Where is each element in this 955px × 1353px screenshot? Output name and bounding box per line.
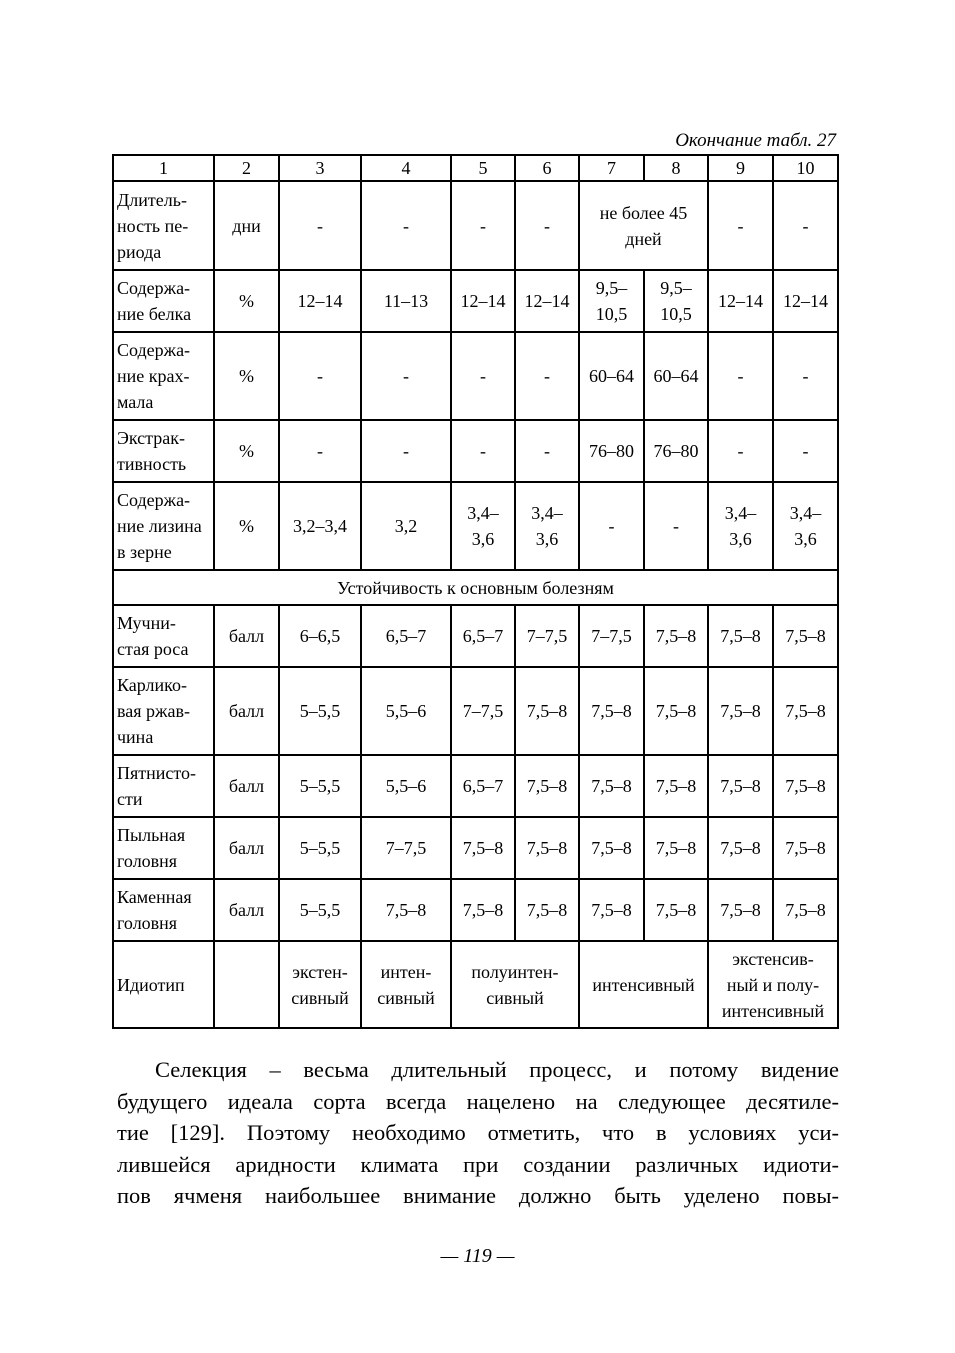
value-cell: 7,5–8 (451, 879, 515, 941)
value-cell: 7,5–8 (579, 817, 644, 879)
value-cell: - (773, 181, 838, 270)
value-cell: 7,5–8 (515, 667, 579, 755)
value-cell: 12–14 (451, 270, 515, 332)
value-cell: 12–14 (279, 270, 361, 332)
table-row (113, 181, 838, 270)
section-title: Устойчивость к основным болезням (113, 570, 838, 605)
value-cell: не более 45 дней (579, 181, 708, 270)
value-cell: 7,5–8 (644, 667, 708, 755)
table-row (113, 667, 838, 755)
value-cell: 5,5–6 (361, 667, 451, 755)
value-cell: 7,5–8 (773, 605, 838, 667)
row-label: Длитель- ность пе- риода (113, 181, 214, 270)
unit-cell: % (214, 420, 279, 482)
value-cell: 9,5– 10,5 (644, 270, 708, 332)
value-cell: 3,2–3,4 (279, 482, 361, 570)
table-row (113, 755, 838, 817)
value-cell: 7,5–8 (644, 755, 708, 817)
unit-cell: % (214, 270, 279, 332)
value-cell: 7,5–8 (579, 879, 644, 941)
row-label: Каменная головня (113, 879, 214, 941)
value-cell: 12–14 (773, 270, 838, 332)
value-cell: 7,5–8 (515, 755, 579, 817)
value-cell: - (644, 482, 708, 570)
value-cell: 7,5–8 (644, 605, 708, 667)
value-cell: 7,5–8 (773, 667, 838, 755)
value-cell: экстен- сивный (279, 941, 361, 1028)
value-cell: полуинтен- сивный (451, 941, 579, 1028)
value-cell: 60–64 (644, 332, 708, 420)
value-cell: 7,5–8 (708, 755, 773, 817)
unit-cell: балл (214, 755, 279, 817)
header-row (113, 155, 838, 181)
value-cell: 7,5–8 (515, 817, 579, 879)
table-row (113, 482, 838, 570)
value-cell: - (515, 420, 579, 482)
value-cell: 3,4– 3,6 (773, 482, 838, 570)
header-cell: 8 (644, 155, 708, 181)
unit-cell: дни (214, 181, 279, 270)
paragraph-line: будущего идеала сорта всегда нацелено на следующее десятиле- (117, 1088, 839, 1114)
row-label: Содержа- ние белка (113, 270, 214, 332)
value-cell: 7,5–8 (361, 879, 451, 941)
table-row (113, 941, 838, 1028)
header-cell: 4 (361, 155, 451, 181)
unit-cell: % (214, 482, 279, 570)
value-cell: - (361, 332, 451, 420)
value-cell: - (579, 482, 644, 570)
value-cell: - (361, 420, 451, 482)
value-cell: интенсивный (579, 941, 708, 1028)
value-cell: 7,5–8 (773, 755, 838, 817)
value-cell: - (515, 332, 579, 420)
value-cell: 7,5–8 (708, 605, 773, 667)
value-cell: - (279, 420, 361, 482)
value-cell: - (451, 420, 515, 482)
value-cell: экстенсив- ный и полу- интенсивный (708, 941, 838, 1028)
value-cell: 3,2 (361, 482, 451, 570)
value-cell: 7,5–8 (773, 879, 838, 941)
value-cell: 7,5–8 (708, 817, 773, 879)
paragraph-line: тие [129]. Поэтому необходимо отметить, что в условиях уси- (117, 1120, 839, 1145)
header-cell: 2 (214, 155, 279, 181)
header-cell: 10 (773, 155, 838, 181)
row-label: Содержа- ние крах- мала (113, 332, 214, 420)
value-cell: - (515, 181, 579, 270)
value-cell: интен- сивный (361, 941, 451, 1028)
unit-cell: балл (214, 667, 279, 755)
value-cell: 5–5,5 (279, 667, 361, 755)
value-cell: 3,4– 3,6 (708, 482, 773, 570)
value-cell: - (708, 181, 773, 270)
table-row (113, 605, 838, 667)
row-label: Пятнисто- сти (113, 755, 214, 817)
value-cell: 7–7,5 (515, 605, 579, 667)
value-cell: - (451, 181, 515, 270)
value-cell: 3,4– 3,6 (515, 482, 579, 570)
value-cell: - (361, 181, 451, 270)
value-cell: - (279, 332, 361, 420)
header-cell: 9 (708, 155, 773, 181)
value-cell: 76–80 (579, 420, 644, 482)
value-cell: 7,5–8 (515, 879, 579, 941)
header-cell: 3 (279, 155, 361, 181)
value-cell: - (773, 332, 838, 420)
table-caption: Окончание табл. 27 (675, 130, 836, 151)
value-cell: 7–7,5 (451, 667, 515, 755)
value-cell: - (708, 332, 773, 420)
value-cell: - (279, 181, 361, 270)
value-cell: 7–7,5 (361, 817, 451, 879)
row-label: Пыльная головня (113, 817, 214, 879)
section-row (113, 570, 838, 605)
table-row (113, 879, 838, 941)
value-cell: 11–13 (361, 270, 451, 332)
value-cell: 7–7,5 (579, 605, 644, 667)
value-cell: 7,5–8 (644, 879, 708, 941)
value-cell: 12–14 (515, 270, 579, 332)
value-cell: 12–14 (708, 270, 773, 332)
value-cell: 76–80 (644, 420, 708, 482)
value-cell: 9,5– 10,5 (579, 270, 644, 332)
unit-cell: % (214, 332, 279, 420)
value-cell: 5,5–6 (361, 755, 451, 817)
row-label: Мучни- стая роса (113, 605, 214, 667)
header-cell: 6 (515, 155, 579, 181)
paragraph-line: пов ячменя наибольшее внимание должно быть уделено повы- (117, 1183, 839, 1208)
header-cell: 7 (579, 155, 644, 181)
table-row (113, 817, 838, 879)
value-cell: 7,5–8 (644, 817, 708, 879)
value-cell: 7,5–8 (708, 667, 773, 755)
value-cell: 7,5–8 (579, 667, 644, 755)
value-cell: 5–5,5 (279, 817, 361, 879)
row-label: Идиотип (113, 941, 214, 1028)
value-cell: 60–64 (579, 332, 644, 420)
unit-cell (214, 941, 279, 1028)
value-cell: 5–5,5 (279, 879, 361, 941)
value-cell: 7,5–8 (708, 879, 773, 941)
value-cell: 6–6,5 (279, 605, 361, 667)
header-cell: 1 (113, 155, 214, 181)
paragraph-line: Селекция – весьма длительный процесс, и потому видение (155, 1057, 839, 1082)
header-cell: 5 (451, 155, 515, 181)
value-cell: 3,4– 3,6 (451, 482, 515, 570)
value-cell: 6,5–7 (451, 755, 515, 817)
row-label: Содержа- ние лизина в зерне (113, 482, 214, 570)
table-row (113, 420, 838, 482)
unit-cell: балл (214, 879, 279, 941)
value-cell: 6,5–7 (451, 605, 515, 667)
value-cell: - (773, 420, 838, 482)
page-number: — 119 — (440, 1245, 515, 1267)
body-paragraph (117, 1054, 839, 1212)
unit-cell: балл (214, 817, 279, 879)
table-row (113, 270, 838, 332)
value-cell: 7,5–8 (773, 817, 838, 879)
row-label: Карлико- вая ржав- чина (113, 667, 214, 755)
value-cell: 7,5–8 (579, 755, 644, 817)
value-cell: - (451, 332, 515, 420)
data-table (112, 154, 839, 1029)
value-cell: 6,5–7 (361, 605, 451, 667)
value-cell: 7,5–8 (451, 817, 515, 879)
value-cell: - (708, 420, 773, 482)
unit-cell: балл (214, 605, 279, 667)
value-cell: 5–5,5 (279, 755, 361, 817)
row-label: Экстрак- тивность (113, 420, 214, 482)
table-row (113, 332, 838, 420)
paragraph-line: лившейся аридности климата при создании различных идиоти- (117, 1151, 839, 1177)
